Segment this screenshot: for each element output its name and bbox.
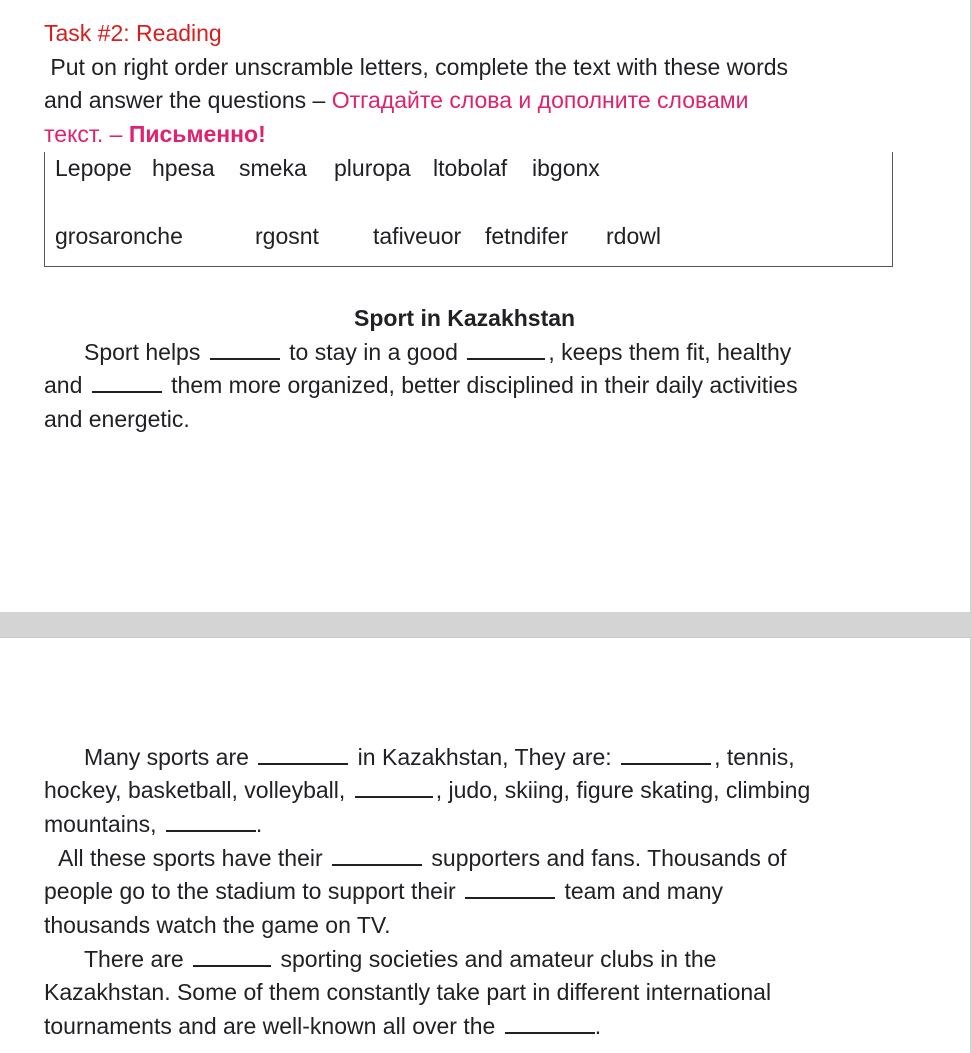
answer-blank[interactable]: [465, 877, 555, 899]
paragraph-4-line-2: Kazakhstan. Some of them constantly take part in different international: [44, 979, 772, 1005]
scrambled-word: rdowl: [606, 223, 661, 249]
instruction-line-3: [44, 118, 266, 152]
text-segment: people go to the stadium to support their: [44, 878, 463, 904]
text-segment: , judo, skiing, figure skating, climbing: [435, 777, 811, 803]
page-gap: [0, 612, 972, 637]
text-segment: , keeps them fit, healthy: [548, 339, 792, 365]
scrambled-word: tafiveuor: [373, 223, 462, 249]
paragraph-4-line-1: [84, 943, 716, 977]
text-segment: in Kazakhstan, They are:: [351, 744, 619, 770]
text-segment: Sport helps: [84, 339, 207, 365]
scrambled-word: ibgonx: [532, 155, 600, 181]
answer-blank[interactable]: [505, 1012, 595, 1034]
paragraph-3-line-2: [44, 875, 723, 909]
text-segment: team and many: [558, 878, 724, 904]
text-segment: All these sports have their: [58, 845, 330, 871]
paragraph-2-line-1: [84, 741, 795, 775]
text-segment: them more organized, better disciplined in their daily activities: [164, 372, 798, 398]
text-segment: Many sports are: [84, 744, 256, 770]
text-segment: sporting societies and amateur clubs in the: [274, 946, 717, 972]
paragraph-1-line-3: and energetic.: [44, 406, 190, 432]
scrambled-word: pluropa: [334, 155, 411, 181]
scrambled-word: grosaronche: [55, 223, 183, 249]
instruction-line-1: Put on right order unscramble letters, complete the text with these words: [44, 54, 789, 80]
answer-blank[interactable]: [193, 945, 271, 967]
text-segment: tournaments and are well-known all over the: [44, 1013, 502, 1039]
instruction-english: and answer the questions –: [44, 87, 332, 113]
scrambled-word: smeka: [239, 155, 307, 181]
answer-blank[interactable]: [467, 338, 545, 360]
instruction-line-2: [44, 84, 748, 118]
instruction-russian: Отгадайте слова и дополните словами: [331, 87, 749, 113]
article-title: Sport in Kazakhstan: [354, 305, 576, 331]
paragraph-4-line-3: [44, 1010, 601, 1044]
task-title: Task #2: Reading: [44, 20, 222, 46]
paragraph-3-line-1: [58, 842, 786, 876]
scrambled-word: fetndifer: [485, 223, 569, 249]
answer-blank[interactable]: [258, 743, 348, 765]
scrambled-word: ltobolaf: [433, 155, 508, 181]
text-segment: and: [44, 372, 89, 398]
instruction-russian-2: текст. –: [44, 121, 129, 147]
answer-blank[interactable]: [92, 371, 162, 393]
text-segment: .: [594, 1013, 602, 1039]
text-segment: .: [255, 811, 263, 837]
paragraph-2-line-2: [44, 774, 810, 808]
scrambled-word-box: [44, 152, 893, 267]
paragraph-2-line-3: [44, 808, 262, 842]
text-segment: supporters and fans. Thousands of: [425, 845, 787, 871]
text-segment: There are: [84, 946, 191, 972]
paragraph-1-line-2: [44, 369, 798, 403]
text-segment: to stay in a good: [282, 339, 465, 365]
answer-blank[interactable]: [621, 743, 711, 765]
instruction-written-emphasis: Письменно!: [128, 121, 266, 147]
text-segment: , tennis,: [714, 744, 795, 770]
scrambled-word: Lepope: [55, 155, 132, 181]
text-segment: mountains,: [44, 811, 163, 837]
scrambled-word: rgosnt: [255, 223, 319, 249]
paragraph-1-line-1: [84, 336, 791, 370]
paragraph-3-line-3: thousands watch the game on TV.: [44, 912, 391, 938]
answer-blank[interactable]: [210, 338, 280, 360]
document-page-2: [0, 637, 972, 1053]
answer-blank[interactable]: [166, 810, 256, 832]
scrambled-word: hpesa: [152, 155, 215, 181]
answer-blank[interactable]: [332, 844, 422, 866]
text-segment: hockey, basketball, volleyball,: [44, 777, 352, 803]
answer-blank[interactable]: [355, 776, 433, 798]
